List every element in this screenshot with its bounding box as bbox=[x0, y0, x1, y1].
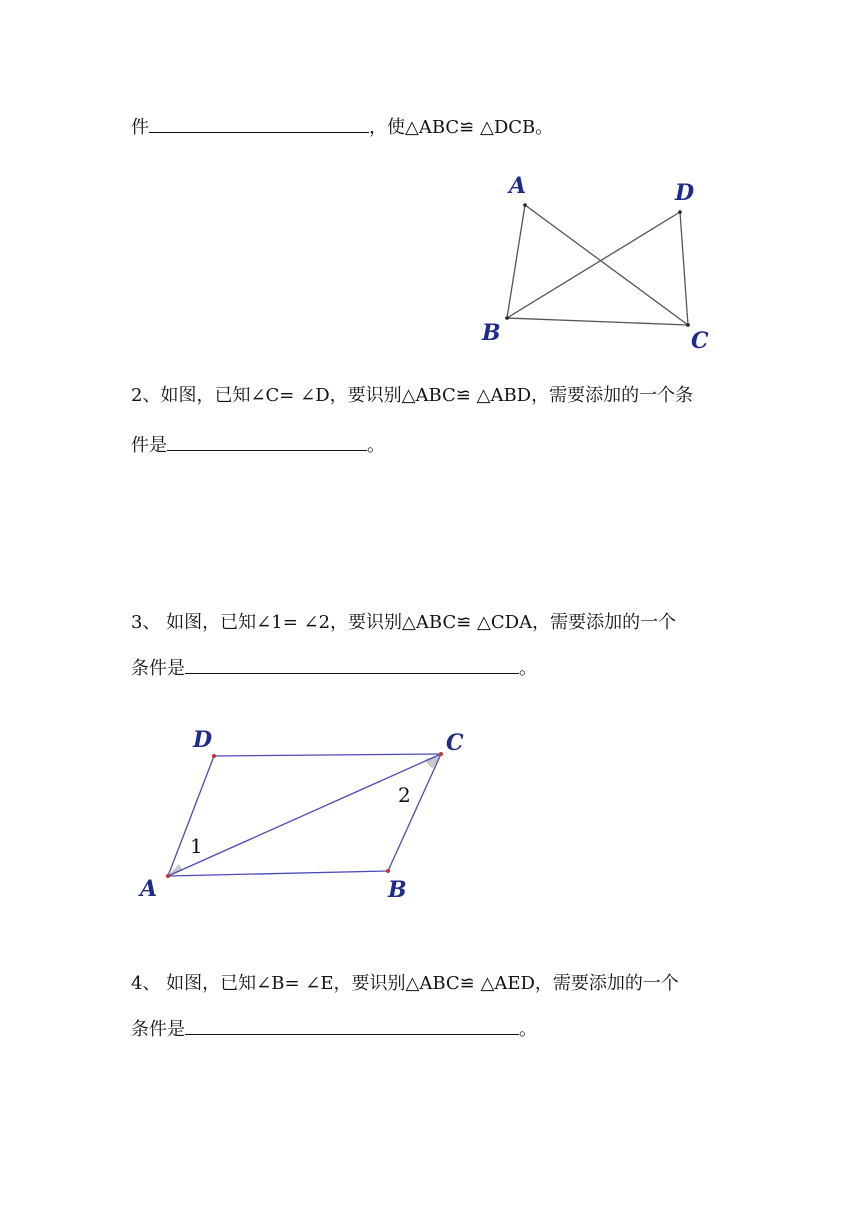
q3-line-1: 3、 如图，已知∠1= ∠2，要识别△ABC≌ △CDA，需要添加的一个 bbox=[131, 612, 677, 633]
angle-2-marker bbox=[425, 754, 441, 769]
segment-cb bbox=[388, 754, 441, 871]
label-d: D bbox=[675, 180, 695, 206]
vertex-d bbox=[212, 754, 216, 758]
q4-line-2 bbox=[131, 1018, 537, 1042]
segment-dc bbox=[214, 754, 441, 756]
label-c: C bbox=[691, 328, 709, 354]
label-c: C bbox=[446, 730, 464, 756]
vertex-c bbox=[439, 752, 443, 756]
q4-line-1: 4、 如图，已知∠B= ∠E，要识别△ABC≌ △AED，需要添加的一个 bbox=[131, 973, 679, 994]
q3-prefix: 条件是 bbox=[131, 658, 185, 679]
angle-2-label: 2 bbox=[398, 783, 411, 807]
label-d: D bbox=[193, 727, 213, 753]
label-b: B bbox=[482, 320, 501, 346]
label-a: A bbox=[140, 876, 158, 902]
q2-suffix: 。 bbox=[367, 435, 385, 456]
diagonal-ac bbox=[168, 754, 441, 876]
angle-1-label: 1 bbox=[190, 834, 203, 858]
q4-answer-blank[interactable] bbox=[185, 1020, 519, 1035]
segment-ba bbox=[168, 871, 388, 876]
q4-suffix: 。 bbox=[519, 1019, 537, 1040]
vertex-b bbox=[386, 869, 390, 873]
q1-suffix: ，使△ABC≌ △DCB。 bbox=[369, 117, 554, 138]
q2-prefix: 件是 bbox=[131, 435, 167, 456]
q2-line-1: 2、如图，已知∠C= ∠D，要识别△ABC≌ △ABD，需要添加的一个条 bbox=[131, 385, 694, 406]
label-b: B bbox=[388, 877, 407, 903]
q4-prefix: 条件是 bbox=[131, 1019, 185, 1040]
vertex-a bbox=[166, 874, 170, 878]
q3-suffix: 。 bbox=[519, 658, 537, 679]
q1-prefix: 件 bbox=[131, 117, 149, 138]
label-a: A bbox=[509, 173, 527, 199]
